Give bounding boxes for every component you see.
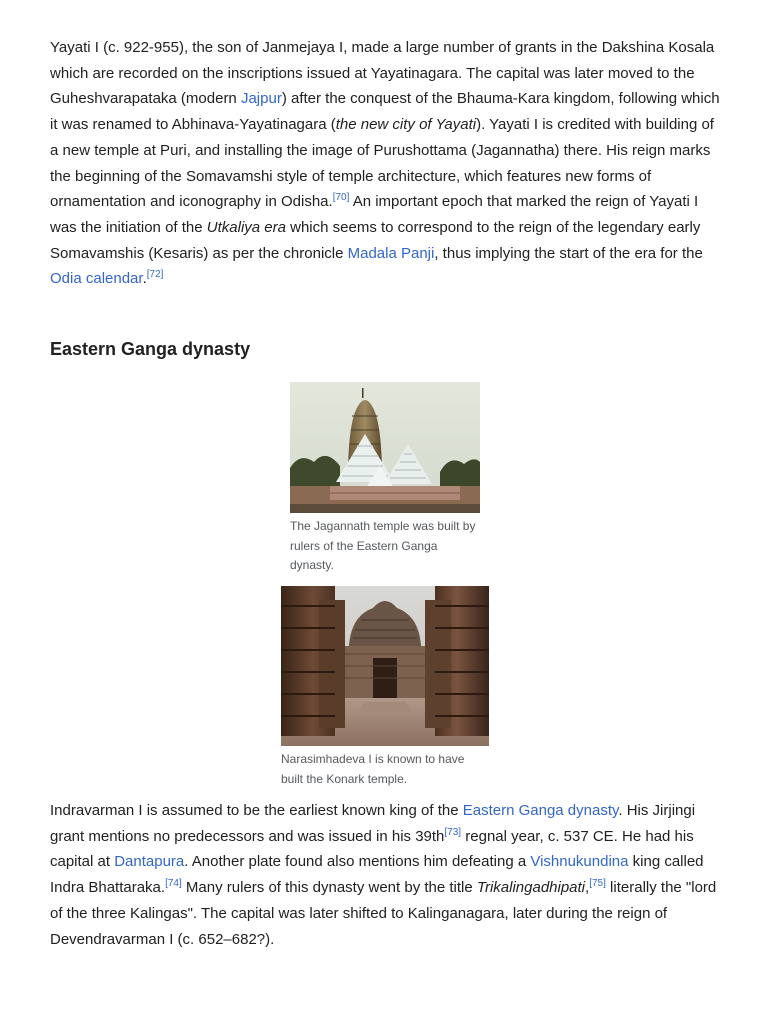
reference-74[interactable]: [74] (165, 878, 182, 890)
link-eastern-ganga-dynasty[interactable]: Eastern Ganga dynasty (462, 802, 619, 819)
reference-72[interactable]: [72] (146, 269, 164, 281)
konark-temple-image[interactable] (281, 586, 489, 746)
figure-caption: Narasimhadeva I is known to have built the Konark temple. (281, 752, 465, 786)
paragraph-yayati: Yayati I (c. 922-955), the son of Janmejaya I, made a large number of grants in the Dakshina Kosala which are recorded on the inscriptions issued at Yayatinagara. The capital was later moved to the Guheshvarapataka (modern Jajpur) after the conquest of the Bhauma-Kara kingdom, following which it was renamed to Abhinava-Yayatinagara (the new city of Yayati). Yayati I is credited with building of a new temple at Puri, and installing the image of Purushottama (Jagannatha) there. His reign marks the beginning of the Somavamshi style of temple architecture, which features new forms of ornamentation and iconography in Odisha.[70] An important epoch that marked the reign of Yayati I was the initiation of the Utkaliya era which seems to correspond to the reign of the legendary early Somavamshis (Kesaris) as per the chronicle Madala Panji, thus implying the start of the era for the Odia calendar.[72] (50, 39, 720, 288)
jagannath-temple-image[interactable] (290, 382, 480, 513)
figure-konark-temple (281, 586, 489, 789)
link-vishnukundina[interactable]: Vishnukundina (530, 853, 629, 871)
paragraph-indravarman: Indravarman I is assumed to be the earliest known king of the Eastern Ganga dynasty. His Jirjingi grant mentions no predecessors and was issued in his 39th[73] regnal year, c. 537 CE. He had his capital at Dantapura. Another plate found also mentions him defeating a Vishnukundina king called Indra Bhattaraka.[74] Many rulers of this dynasty went by the title Trikalingadhipati,[75] literally the "lord of the three Kalingas". The capital was later shifted to Kalinganagara, later during the reign of Devendravarman I (c. 652–682?). (50, 802, 717, 948)
link-dantapura[interactable]: Dantapura (114, 853, 185, 871)
reference-75[interactable]: [75] (589, 878, 606, 890)
figure-jagannath-temple (290, 382, 480, 576)
figure-caption: The Jagannath temple was built by rulers of the Eastern Ganga dynasty. (290, 519, 476, 572)
reference-70[interactable]: [70] (332, 192, 350, 204)
link-madala-panji[interactable]: Madala Panji (347, 244, 435, 262)
link-jajpur[interactable]: Jajpur (240, 90, 282, 108)
reference-73[interactable]: [73] (444, 826, 462, 838)
section-heading: Eastern Ganga dynasty (50, 339, 251, 359)
link-odia-calendar[interactable]: Odia calendar (50, 270, 143, 288)
